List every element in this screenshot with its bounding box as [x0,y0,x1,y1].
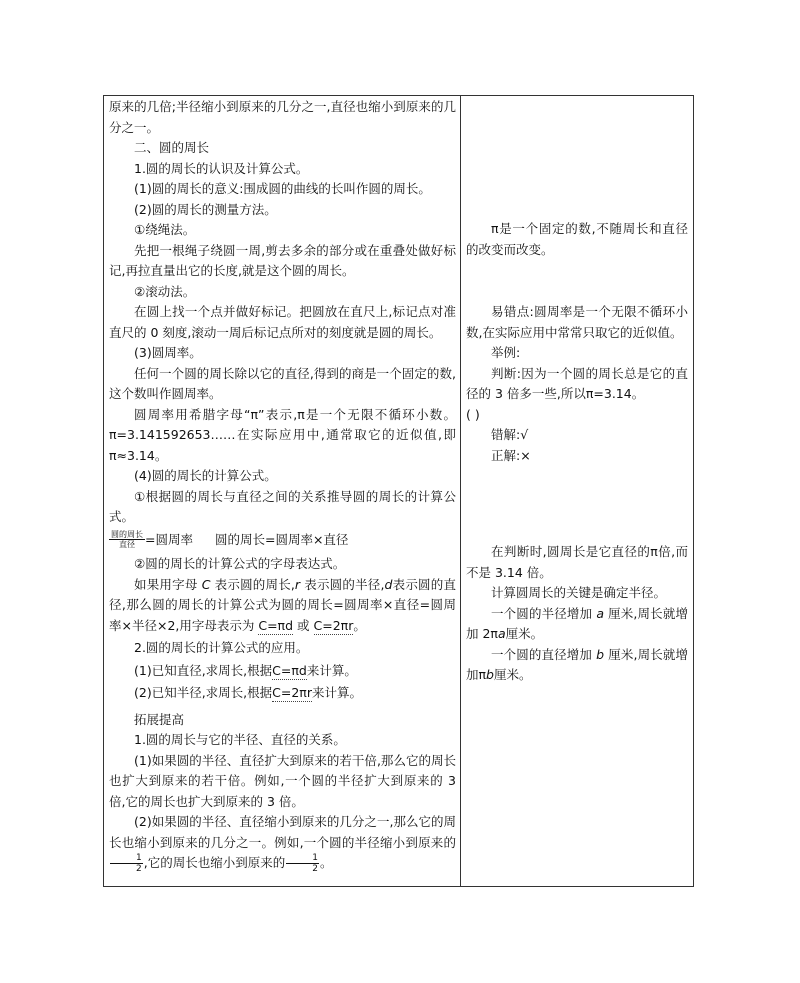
note-diameter-increase: 一个圆的直径增加 b 厘米,周长就增加πb厘米。 [466,646,688,682]
example-question: 判断:因为一个圆的周长总是它的直径的 3 倍多一些,所以π=3.14。 [466,365,688,401]
pi-definition: 任何一个圆的周长除以它的直径,得到的商是一个固定的数,这个数叫作圆周率。 [109,365,456,401]
method-roll-title: ②滚动法。 [134,283,196,299]
example-answer-blank: ( ) [466,406,480,422]
notes-column [466,97,688,686]
column-divider [460,95,461,887]
correct-answer: 正解:× [491,447,531,463]
formula-c-pi-d: C=πd [258,617,294,633]
pi-text: 圆周率用希腊字母“π”表示,π是一个无限不循环小数。π=3.141592653……在实际应用中,通常取它的近似值,即π≈3.14。 [109,406,456,463]
note-pi-fixed: π是一个固定的数,不随周长和直径的改变而改变。 [466,221,688,257]
wrong-answer: 错解:√ [491,427,529,442]
note-common-mistake: 易错点:圆周率是一个无限不循环小数,在实际应用中常常只取它的近似值。 [466,304,688,340]
paragraph-continued: 原来的几倍;半径缩小到原来的几分之一,直径也缩小到原来的几分之一。 [109,99,456,135]
note-radius-increase: 一个圆的半径增加 a 厘米,周长就增加 2πa厘米。 [466,605,688,641]
fraction-one-half: $\frac{1}{2}$ [110,853,143,874]
main-column [109,97,456,874]
formula-derivation: ①根据圆的周长与直径之间的关系推导圆的周长的计算公式。 [109,488,456,524]
subsection-title: 1.圆的周长的认识及计算公式。 [134,160,309,176]
relation-enlarge: (1)如果圆的半径、直径扩大到原来的若干倍,那么它的周长也扩大到原来的若干倍。例如,一个圆的半径扩大到原来的 3 倍,它的周长也扩大到原来的 3 倍。 [109,752,456,809]
application-diameter: (1)已知直径,求周长,根据C=πd来计算。 [134,662,357,678]
relation-title: 1.圆的周长与它的半径、直径的关系。 [134,732,346,747]
formula-title: (4)圆的周长的计算公式。 [134,468,277,483]
relation-shrink: (2)如果圆的半径、直径缩小到原来的几分之一,那么它的周长也缩小到原来的几分之一。例如,一个圆的半径缩小到原来的 $\frac{1}{2}$ ,它的周长也缩小到原来的 $\frac{1}{2}$ 。 [109,814,456,874]
formula-c-2pi-r: C=2πr [313,617,354,633]
method-rope-text: 先把一根绳子绕圆一周,剪去多余的部分或在重叠处做好标记,再拉直量出它的长度,就是这个圆的周长。 [109,242,456,278]
application-radius: (2)已知半径,求周长,根据C=2πr来计算。 [134,685,362,700]
measurement-methods-title: (2)圆的周长的测量方法。 [134,201,277,217]
note-judgement: 在判断时,圆周长是它直径的π倍,而不是 3.14 倍。 [466,544,688,580]
fraction-one-half: $\frac{1}{2}$ [286,853,319,874]
fraction-circumference-diameter: $\frac{\text{圆的周长}}{\text{直径}}$ [111,530,143,550]
formula-letter-title: ②圆的周长的计算公式的字母表达式。 [134,556,346,571]
section-title-circumference: 二、圆的周长 [134,140,210,155]
method-roll-text: 在圆上找一个点并做好标记。把圆放在直尺上,标记点对准直尺的 0 刻度,滚动一周后标记点所对的刻度就是圆的周长。 [109,304,456,340]
derivation-formula: $\frac{\text{圆的周长}}{\text{直径}}$ =圆周率 圆的周长=圆周率×直径 [111,530,349,550]
method-rope-title: ①绕绳法。 [134,222,196,237]
pi-title: (3)圆周率。 [134,345,202,360]
example-title: 举例: [491,345,521,360]
extension-title: 拓展提高 [134,711,185,727]
circumference-meaning: (1)圆的周长的意义:围成圆的曲线的长叫作圆的周长。 [134,181,431,196]
note-key-radius: 计算圆周长的关键是确定半径。 [491,585,667,600]
formula-application-title: 2.圆的周长的计算公式的应用。 [134,640,309,655]
formula-letter-text: 如果用字母 C 表示圆的周长,r 表示圆的半径,d表示圆的直径,那么圆的周长的计算公式为圆的周长=圆周率×直径=圆周率×半径×2,用字母表示为 C=πd 或 C=2πr。 [109,576,456,633]
